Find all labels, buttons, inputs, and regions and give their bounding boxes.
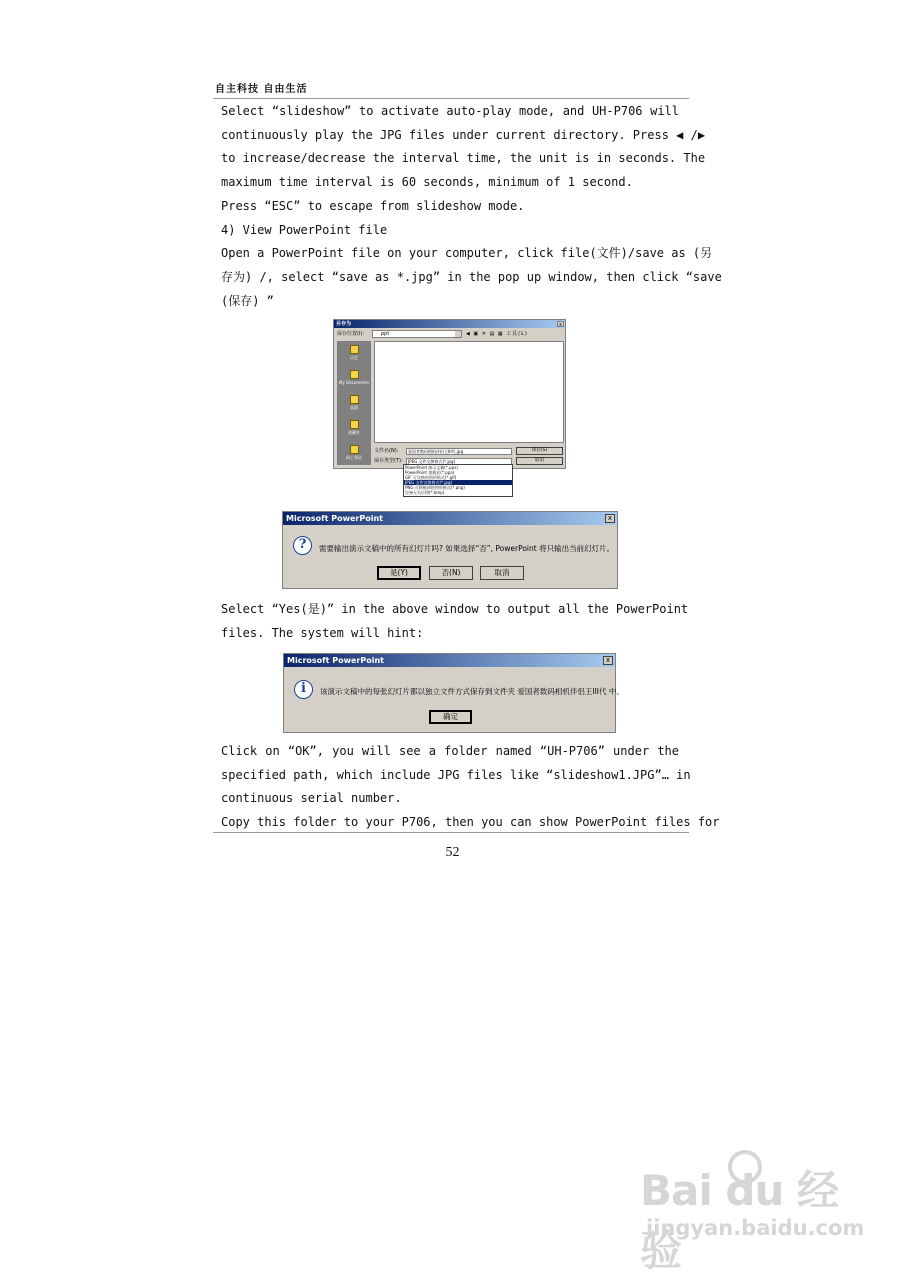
- question-icon: ?: [293, 536, 312, 555]
- chevron-down-icon[interactable]: [455, 331, 461, 337]
- text-line: Select “Yes(是)” in the above window to output all the PowerPoint: [221, 602, 689, 616]
- text-line: Copy this folder to your P706, then you can show PowerPoint files for: [221, 815, 720, 830]
- dropdown-option-selected[interactable]: JPEG 文件交换格式(*.jpg): [404, 480, 512, 485]
- watermark-brand: Bai du 经验: [640, 1166, 838, 1275]
- close-icon[interactable]: x: [557, 321, 564, 327]
- text-line: files. The system will hint:: [221, 625, 424, 640]
- dropdown-option[interactable]: PowerPoint 演示文稿(*.pps): [405, 465, 458, 470]
- slideshow-paragraph: [221, 100, 722, 313]
- close-icon[interactable]: x: [603, 656, 613, 665]
- text-line: Select “slideshow” to activate auto-play mode, and UH-P706 will: [221, 104, 679, 118]
- desktop-icon: [350, 395, 359, 404]
- ok-paragraph: [221, 740, 720, 835]
- text-line: to increase/decrease the interval time, the unit is in seconds. The: [221, 151, 706, 166]
- text-line: continuously play the JPG files under current directory. Press ◀ /▶: [221, 127, 706, 142]
- header-slogan: 自主科技 自由生活: [215, 84, 308, 95]
- filename-label: 文件名(N):: [374, 448, 399, 454]
- cancel-button[interactable]: 取消: [480, 566, 524, 580]
- place-history[interactable]: 历史: [337, 345, 371, 361]
- text-line: maximum time interval is 60 seconds, minimum of 1 second.: [221, 175, 633, 190]
- confirm-dialog: [282, 511, 618, 589]
- info-dialog: [283, 653, 624, 733]
- section-heading: 4) View PowerPoint file: [221, 222, 388, 237]
- tools-menu[interactable]: 工具(L): [506, 331, 528, 337]
- text-line: continuous serial number.: [221, 791, 402, 806]
- save-as-title: 另存为: [334, 320, 565, 328]
- places-bar: [337, 341, 371, 465]
- esc-line: Press “ESC” to escape from slideshow mode.: [221, 198, 525, 213]
- info-icon: i: [294, 680, 313, 699]
- yes-paragraph: [221, 598, 689, 645]
- info-message: 该演示文稿中的每张幻灯片都以独立文件方式保存到文件夹 爱国者数码相机伴侣王III代 中。: [320, 687, 624, 696]
- page-number: 52: [445, 845, 460, 860]
- location-select[interactable]: [372, 330, 462, 338]
- confirm-message: 需要输出演示文稿中的所有幻灯片吗? 如果选择“否”, PowerPoint 将只输出当前幻灯片。: [319, 544, 615, 553]
- confirm-dialog-title: Microsoft PowerPoint: [283, 512, 617, 525]
- dropdown-option[interactable]: PowerPoint 加载宏(*.ppa): [405, 470, 455, 475]
- location-value: ppt: [381, 331, 390, 337]
- text-line: (保存) ”: [221, 293, 274, 308]
- save-button[interactable]: 保存(S): [516, 447, 563, 455]
- dropdown-option[interactable]: GIF 可交换的图形格式(*.gif): [405, 475, 457, 480]
- place-network[interactable]: 网上邻居: [337, 445, 371, 461]
- filetype-dropdown[interactable]: [403, 464, 513, 497]
- cancel-button[interactable]: 取消: [516, 457, 563, 465]
- place-desktop[interactable]: 桌面: [337, 395, 371, 411]
- no-button[interactable]: 否(N): [429, 566, 473, 580]
- file-list[interactable]: [374, 341, 564, 443]
- yes-button[interactable]: 是(Y): [377, 566, 421, 580]
- text-line: Open a PowerPoint file on your computer, click file(文件)/save as (另: [221, 246, 713, 261]
- filetype-select[interactable]: JPEG 文件交换格式(*.jpg): [406, 458, 512, 465]
- dropdown-option[interactable]: PNG 可移植网络图形格式(*.png): [405, 485, 465, 490]
- header-rule: [213, 98, 689, 99]
- history-icon: [350, 345, 359, 354]
- filename-input[interactable]: 爱国者数码相机伴侣王III代.jpg: [406, 448, 512, 455]
- place-my-documents[interactable]: My Documents: [337, 370, 371, 385]
- text-line: 存为) /, select “save as *.jpg” in the pop up window, then click “save: [221, 269, 722, 284]
- place-favorites[interactable]: 收藏夹: [337, 420, 371, 436]
- network-icon: [350, 445, 359, 454]
- footer-rule: [213, 832, 689, 833]
- ok-button[interactable]: 确定: [429, 710, 472, 724]
- watermark-url: jingyan.baidu.com: [646, 1216, 865, 1240]
- save-as-dialog: [333, 319, 566, 469]
- dropdown-option[interactable]: 设备无关位图(*.bmp): [405, 490, 445, 495]
- location-label: 保存位置(I):: [337, 331, 365, 337]
- favorites-icon: [350, 420, 359, 429]
- close-icon[interactable]: x: [605, 514, 615, 523]
- info-dialog-title: Microsoft PowerPoint: [284, 654, 615, 667]
- text-line: Click on “OK”, you will see a folder named “UH-P706” under the: [221, 744, 679, 758]
- text-line: specified path, which include JPG files like “slideshow1.JPG”… in: [221, 767, 691, 782]
- folder-icon: [350, 370, 359, 379]
- toolbar-tools[interactable]: ◀ ▣ ✕ ▤ ▦ 工具(L): [466, 331, 528, 337]
- baidu-watermark: [640, 1150, 865, 1275]
- filetype-label: 保存类型(T):: [374, 458, 403, 464]
